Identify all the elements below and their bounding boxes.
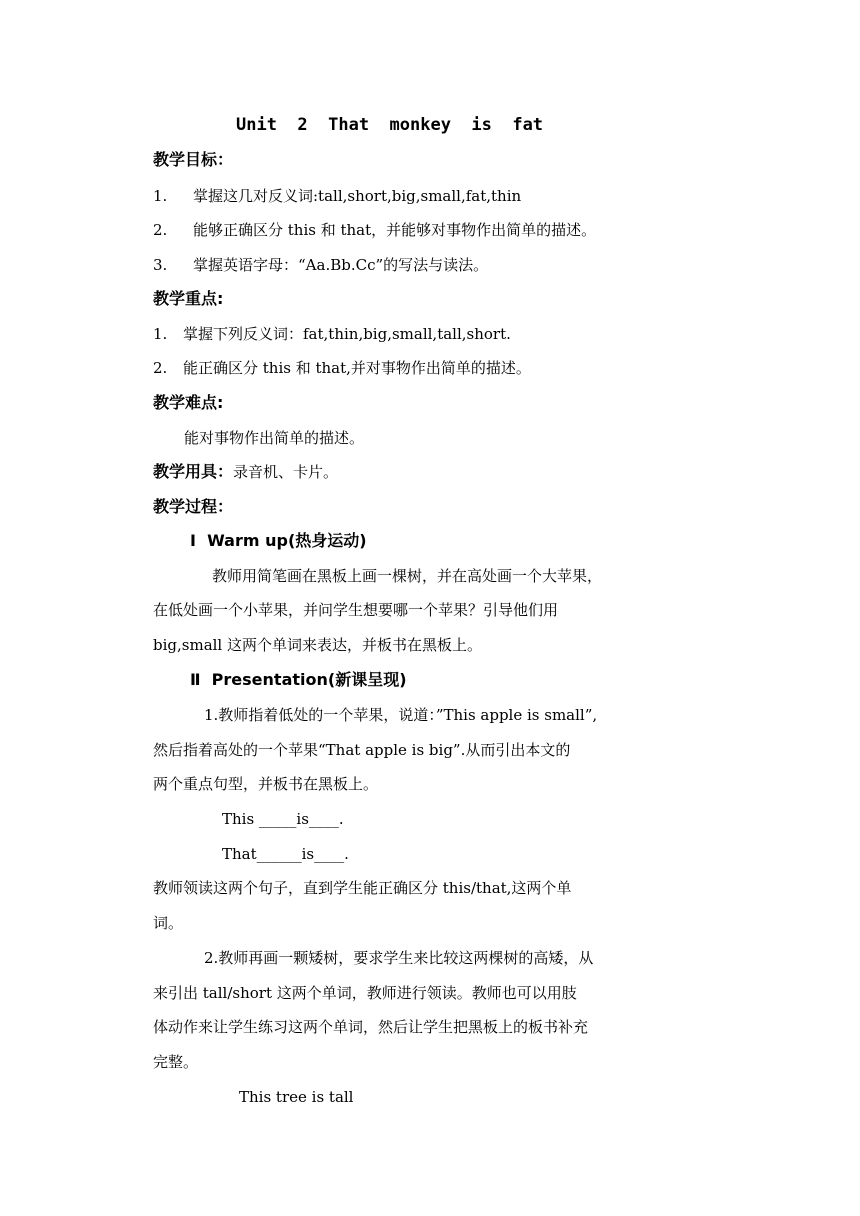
presentation-line: 完整。 bbox=[153, 1053, 199, 1071]
item-number: 3. bbox=[153, 256, 168, 274]
presentation-line: 体动作来让学生练习这两个单词，然后让学生把黑板上的板书补充 bbox=[153, 1018, 589, 1036]
objective-item bbox=[153, 255, 488, 275]
key-point-item bbox=[153, 324, 511, 344]
objectives-heading: 教学目标： bbox=[153, 150, 234, 169]
item-text: 掌握下列反义词：fat,thin,big,small,tall,short. bbox=[183, 325, 511, 343]
warmup-title: Ⅰ Warm up(热身运动) bbox=[190, 531, 367, 550]
item-number: 1. bbox=[153, 325, 168, 343]
tools-line bbox=[153, 462, 338, 482]
presentation-line: 两个重点句型，并板书在黑板上。 bbox=[153, 775, 379, 793]
item-text: 能够正确区分 this 和 that，并能够对事物作出简单的描述。 bbox=[193, 221, 597, 239]
warmup-line: 教师用简笔画在黑板上画一棵树，并在高处画一个大苹果， bbox=[212, 567, 603, 585]
tools-text: 录音机、卡片。 bbox=[233, 463, 339, 481]
key-point-item bbox=[153, 358, 531, 378]
difficulties-heading: 教学难点: bbox=[153, 393, 224, 412]
item-number: 2. bbox=[153, 221, 168, 239]
presentation-line: 教师领读这两个句子，直到学生能正确区分 this/that,这两个单 bbox=[153, 879, 572, 897]
sentence-pattern: This _____is____. bbox=[222, 810, 344, 828]
item-text: 掌握这几对反义词:tall,short,big,small,fat,thin bbox=[193, 187, 522, 205]
item-number: 1. bbox=[153, 187, 168, 205]
presentation-line: 然后指着高处的一个苹果“That apple is big”.从而引出本文的 bbox=[153, 741, 571, 759]
presentation-line: 来引出 tall/short 这两个单词，教师进行领读。教师也可以用肢 bbox=[153, 984, 577, 1002]
sentence-pattern: That______is____. bbox=[222, 845, 349, 863]
key-points-heading: 教学重点: bbox=[153, 289, 224, 308]
presentation-title: Ⅱ Presentation(新课呈现) bbox=[190, 670, 407, 689]
warmup-line: big,small 这两个单词来表达，并板书在黑板上。 bbox=[153, 636, 482, 654]
presentation-line: 词。 bbox=[153, 914, 184, 932]
objective-item bbox=[153, 220, 596, 240]
presentation-line: 1.教师指着低处的一个苹果，说道：”This apple is small”, bbox=[204, 706, 598, 724]
warmup-line: 在低处画一个小苹果，并问学生想要哪一个苹果？引导他们用 bbox=[153, 601, 559, 619]
objective-item bbox=[153, 186, 521, 206]
item-text: 掌握英语字母：“Aa.Bb.Cc”的写法与读法。 bbox=[193, 256, 489, 274]
tools-heading: 教学用具： bbox=[153, 462, 234, 481]
presentation-line: 2.教师再画一颗矮树，要求学生来比较这两棵树的高矮，从 bbox=[204, 949, 594, 967]
example-sentence: This tree is tall bbox=[239, 1088, 354, 1106]
difficulties-text: 能对事物作出简单的描述。 bbox=[184, 429, 365, 447]
item-number: 2. bbox=[153, 359, 168, 377]
page-title: Unit 2 That monkey is fat bbox=[236, 115, 544, 135]
process-heading: 教学过程： bbox=[153, 497, 234, 516]
item-text: 能正确区分 this 和 that,并对事物作出简单的描述。 bbox=[183, 359, 531, 377]
